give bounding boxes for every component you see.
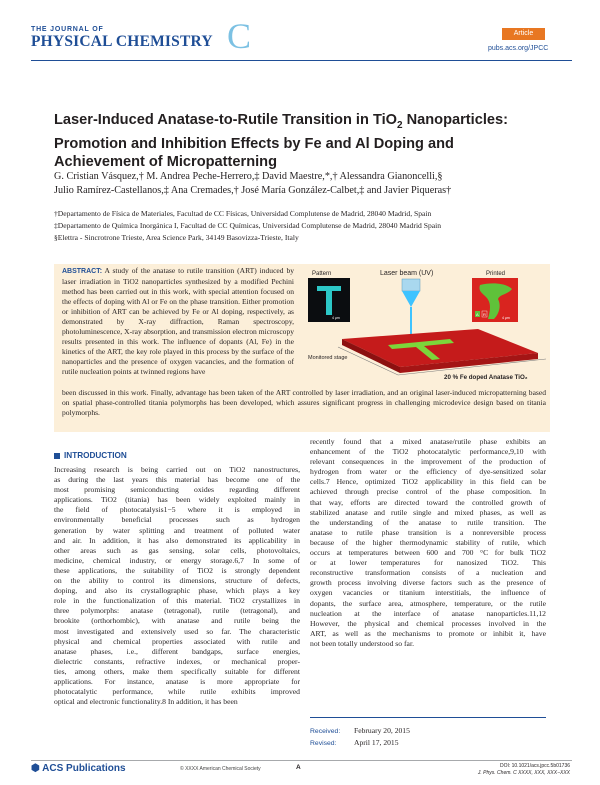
body-line: photocatalytic performance, while rutile exhibits improved <box>54 687 300 697</box>
body-line: that way, efforts are directed toward the controlled growth of <box>310 497 546 507</box>
body-line: most investigated and extensively used so far. The characteristic <box>54 626 300 636</box>
body-line: enhancement of the TiO2 photocatalytic performance,9,10 with <box>310 447 546 457</box>
body-line: anatase to rutile phase transition is a nonreversible process <box>310 527 546 537</box>
publisher-logo[interactable] <box>31 763 126 774</box>
revised-date: April 17, 2015 <box>354 738 399 747</box>
toc-label-laser: Laser beam (UV) <box>380 270 434 277</box>
laser-head <box>402 279 420 291</box>
author-line-2: Julio Ramírez-Castellanos,‡ Ana Cremades,† José María González-Calbet,‡ and Javier Piqueras† <box>54 185 452 196</box>
body-line: achieved through precise control of the phase composition. In <box>310 487 546 497</box>
received-label: Received: <box>310 728 341 735</box>
toc-label-a: A <box>476 312 479 317</box>
revised-label: Revised: <box>310 740 337 747</box>
body-line: generation by water splitting and treatment of polluted water <box>54 525 300 535</box>
body-line: most promising semiconducting oxides regarding different <box>54 485 300 495</box>
body-line: optical and electronic functionality.8 In addition, it has been <box>54 697 238 707</box>
body-line: role in the functionalization of this material. TiO2 crystallizes in <box>54 596 300 606</box>
body-line: other areas such as gas sensing, solar cells, photovoltaics, <box>54 545 300 555</box>
toc-label-pattern: Pattern <box>312 271 332 277</box>
affiliation-2: ‡Departamento de Química Inorgánica I, Facultad de CC Químicas, Universidad Complutense de Madrid, 28040 Madrid Spain <box>54 221 442 230</box>
body-line: relevant consequences in the improvement of the production of <box>310 457 546 467</box>
body-line: on the ability to control its dimensions, structure of defects, <box>54 576 300 586</box>
body-line: ART, as well as the mechanisms to promote or inhibit it, have <box>310 628 546 638</box>
title-line-2: Promotion and Inhibition Effects by Fe and Al Doping and <box>54 135 454 152</box>
toc-label-stage: Monitored stage <box>308 355 348 361</box>
body-line: reconstructive transformation consists of a nucleation and <box>310 568 546 578</box>
body-line: applications. TiO2 (titania) has been widely exploited mainly in <box>54 495 300 505</box>
body-line: hydrogen from water or the efficiency of dye-sensitized solar <box>310 467 546 477</box>
journal-prefix: THE JOURNAL OF <box>31 26 104 33</box>
body-line: dielectric constants, refractive indexes, or mechanical proper- <box>54 656 300 666</box>
affiliation-3: §Elettra - Sincrotrone Trieste, Area Science Park, 34149 Basovizza-Trieste, Italy <box>54 233 299 242</box>
body-line: nucleation at the interface of anatase nanoparticles.11,12 <box>310 608 546 618</box>
body-line: doping, and also its crystallographic phase, which plays a key <box>54 586 300 596</box>
title-line-3: Achievement of Micropatterning <box>54 153 277 170</box>
acs-hexagon-icon: ⬢ <box>31 763 40 774</box>
toc-label-r: R <box>483 312 486 317</box>
abstract-column-text: A study of the anatase to rutile transition (ART) induced by laser irradiation in TiO2 nanoparticles synthesized by a modified Pechini method has been carried out in this work, with special attention focused on the effects of doping with Al or Fe on the phase transition. Either promotion or inhibition of ART can be achieved by Fe or Al doping, respectively, as demonstrated by X-ray diffraction, Raman spectroscopy, photoluminescence, X-ray absorption, and transmission electron microscopy results presented in this work. The influence of dopants (Al, Fe) in the kinetics of the ART, the key role played in this process by the surface of the nanoparticles and the presence of oxygen vacancies, and the formation of rutile nucleation points at twinned regions have <box>62 266 294 376</box>
toc-label-sample: 20 % Fe doped Anatase TiO₂ <box>444 374 528 381</box>
publication-dates <box>310 725 410 749</box>
body-line: ties, among others, make them specifically suitable for different <box>54 666 300 676</box>
abstract-column <box>62 266 294 377</box>
journal-name: PHYSICAL CHEMISTRY <box>31 33 213 50</box>
journal-letter: C <box>227 16 252 56</box>
citation: J. Phys. Chem. C XXXX, XXX, XXX−XXX <box>477 770 570 776</box>
title-subscript: 2 <box>397 119 403 131</box>
toc-label-printed: Printed <box>486 271 506 277</box>
body-line: occurs at temperatures between 600 and 700 °C for bulk TiO2 <box>310 548 546 558</box>
body-line: cells.7 Hence, optimized TiO2 applicability in this field can be <box>310 477 546 487</box>
body-line: stabilized anatase and rutile single and mixed phases, as well as <box>310 507 546 517</box>
body-line: and air. In addition, it has also demonstrated its applicability in <box>54 535 300 545</box>
dates-divider <box>310 717 546 718</box>
body-line: brookite (orthorhombic), with anatase and rutile being the <box>54 616 300 626</box>
body-line: the field of photocatalysis1−5 where it is employed in <box>54 505 300 515</box>
body-column-left <box>54 465 300 707</box>
toc-graphic <box>302 267 548 387</box>
article-title <box>54 111 574 171</box>
body-line: these applications, the suitability of TiO2 is strongly dependent <box>54 565 300 575</box>
abstract-full-width: been discussed in this work. Finally, advantage has been taken of the ART controlled by laser irradiation, and an original laser-induced micropatterning based on spatial phase-controlled titania polymorphs has been developed, which assures significant progress in challenging microdevice design based on titania polymorphs. <box>62 388 546 417</box>
article-badge: Article <box>502 28 545 40</box>
publisher-name: ACS Publications <box>42 763 126 774</box>
body-line: growth process involving diverse factors such as the presence of <box>310 578 546 588</box>
body-line: oxygen vacancies or titanium interstitials, the influence of <box>310 588 546 598</box>
body-line: because of the higher thermodynamic stability of rutile, which <box>310 537 546 547</box>
page-number: A <box>296 764 301 771</box>
section-marker <box>54 453 60 459</box>
body-line: Increasing research is being carried out on TiO2 nanostructures, <box>54 465 300 474</box>
body-line: as during the last years this material has become one of the <box>54 475 300 485</box>
abstract-label: ABSTRACT: <box>62 268 103 275</box>
doi[interactable]: DOI: 10.1021/acs.jpcc.5b01736 <box>499 763 570 769</box>
body-line: not been totally understood so far. <box>310 638 414 648</box>
author-line-1: G. Cristian Vásquez,† M. Andrea Peche-Herrero,‡ David Maestre,*,† Alessandra Gianoncelli,§ <box>54 171 443 182</box>
body-line: the understanding of the anatase to rutile transition. The <box>310 517 546 527</box>
body-line: physical and chemical properties associated with rutile and <box>54 636 300 646</box>
body-line: anatase phases, i.e., different bandgaps, surface energies, <box>54 646 300 656</box>
footer-divider <box>31 760 572 761</box>
laser-cone <box>402 291 420 307</box>
header-divider <box>31 60 572 61</box>
copyright: © XXXX American Chemical Society <box>180 766 261 772</box>
affiliation-1: †Departamento de Física de Materiales, Facultad de CC Físicas, Universidad Complutense de Madrid, 28040 Madrid, Spain <box>54 209 432 218</box>
body-column-right <box>310 437 546 649</box>
body-line: three polymorphs: anatase (tetragonal), rutile (tetragonal), and <box>54 606 300 616</box>
doi-block <box>468 763 570 777</box>
body-line: or at lower temperatures for nanosized TiO2. This <box>310 558 546 568</box>
body-line: dopants, the surface area, atmosphere, temperature, or the rutile <box>310 598 546 608</box>
toc-scale-1: 4 μm <box>332 316 340 320</box>
body-line: recently found that a mixed anatase/rutile phase exhibits an <box>310 437 546 446</box>
toc-scale-2: 4 μm <box>502 316 510 320</box>
body-line: applications. For instance, anatase is more appropriate for <box>54 676 300 686</box>
body-line: medicine, chemical industry, or energy storage.6,7 In some of <box>54 555 300 565</box>
received-date: February 20, 2015 <box>354 726 410 735</box>
body-line: However, the physical and chemical processes involved in the <box>310 618 546 628</box>
author-list <box>54 170 574 198</box>
title-line-1-post: Nanoparticles: <box>402 112 508 128</box>
body-line: environmentally beneficial processes such as hydrogen <box>54 515 300 525</box>
journal-url[interactable]: pubs.acs.org/JPCC <box>488 45 549 52</box>
introduction-heading: INTRODUCTION <box>64 451 127 460</box>
title-line-1-pre: Laser-Induced Anatase-to-Rutile Transition in TiO <box>54 112 397 128</box>
